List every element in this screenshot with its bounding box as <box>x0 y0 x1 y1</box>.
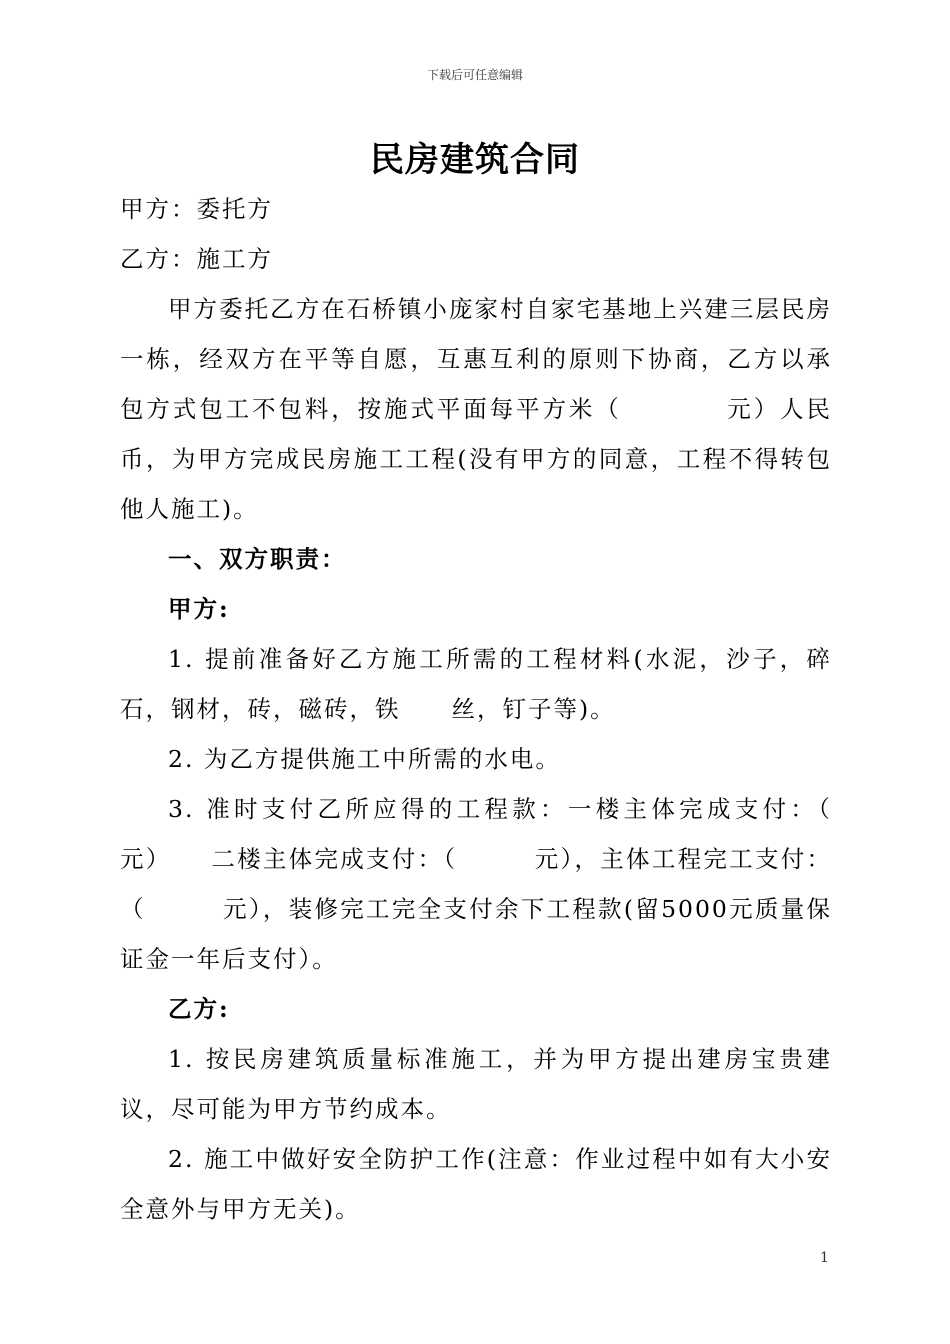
party-a-item-3: 3. 准时支付乙所应得的工程款：一楼主体完成支付：（ 元） 二楼主体完成支付：（ 元），主体工程完工支付：（ 元），装修完工完全支付余下工程款(留5000元质量保证金一年后支付）。 <box>120 795 883 973</box>
party-a-line: 甲方：委托方 <box>120 195 273 223</box>
document-body <box>120 184 883 1234</box>
header-note: 下载后可任意编辑 <box>426 68 523 82</box>
intro-paragraph: 甲方委托乙方在石桥镇小庞家村自家宅基地上兴建三层民房一栋，经双方在平等自愿，互惠互利的原则下协商，乙方以承包方式包工不包料，按施式平面每平方米（ 元）人民币，为甲方完成民房施工工程(没有甲方的同意，工程不得转包他人施工)。 <box>120 295 832 523</box>
document-title: 民房建筑合同 <box>370 140 580 180</box>
party-b-item-2: 2. 施工中做好安全防护工作(注意：作业过程中如有大小安全意外与甲方无关)。 <box>120 1145 832 1223</box>
page-number: 1 <box>820 1250 829 1266</box>
party-a-heading: 甲方: <box>168 595 230 623</box>
party-a-item-1: 1. 提前准备好乙方施工所需的工程材料(水泥，沙子，碎石，钢材，砖，磁砖，铁 丝，钉子等)。 <box>120 645 832 723</box>
party-b-heading: 乙方: <box>168 995 230 1023</box>
party-a-item-2: 2. 为乙方提供施工中所需的水电。 <box>168 745 561 773</box>
party-b-item-1: 1. 按民房建筑质量标准施工，并为甲方提出建房宝贵建议，尽可能为甲方节约成本。 <box>120 1045 832 1123</box>
section1-heading: 一、双方职责： <box>168 545 347 573</box>
party-b-line: 乙方：施工方 <box>120 245 273 273</box>
